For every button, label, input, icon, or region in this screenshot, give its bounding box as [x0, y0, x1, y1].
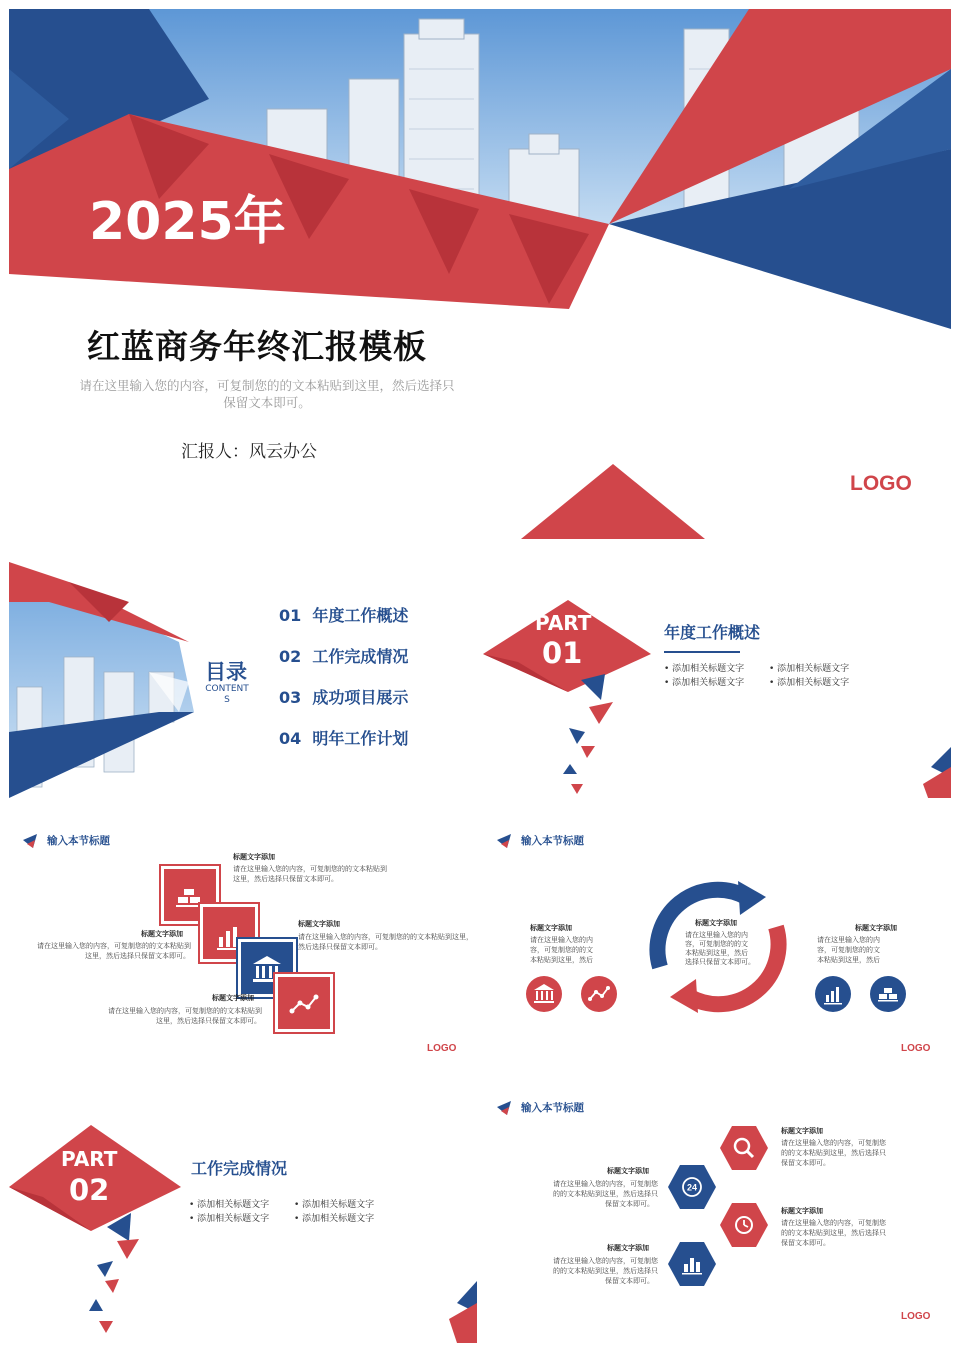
hex-title-3: 标题文字添加 — [781, 1207, 823, 1215]
part1-label: PART — [535, 611, 592, 635]
block-title-1: 标题文字添加 — [233, 853, 275, 861]
section-title: 输入本节标题 — [521, 835, 584, 847]
part2-bullet-3: • 添加相关标题文字 — [294, 1200, 375, 1210]
hex-body-3b: 的的文本粘贴到这里，然后选择只 — [781, 1229, 886, 1237]
part2-bullet-1: • 添加相关标题文字 — [189, 1200, 270, 1210]
cover-title: 红蓝商务年终汇报模板 — [87, 327, 427, 366]
cover-logo: LOGO — [850, 472, 912, 495]
block-body-3a: 请在这里输入您的内容，可复制您的的文本粘贴到这里， — [298, 933, 473, 941]
section-title-icon — [497, 1097, 517, 1117]
cover-subtitle-line2: 保留文本即可。 — [223, 395, 311, 410]
section-title: 输入本节标题 — [47, 835, 110, 847]
hex-body-3a: 请在这里输入您的内容，可复制您 — [781, 1219, 886, 1227]
cover-subtitle-line1: 请在这里输入您的内容，可复制您的的文本粘贴到这里，然后选择只 — [79, 378, 455, 393]
cycle-left-line3: 本粘贴到这里，然后 — [530, 956, 593, 964]
part2-title: 工作完成情况 — [191, 1159, 288, 1178]
section-title-icon — [497, 830, 517, 850]
cycle-right-line3: 本粘贴到这里，然后 — [817, 956, 880, 964]
block-title-3: 标题文字添加 — [298, 920, 340, 928]
cycle-slide — [483, 822, 951, 1058]
part1-underline — [664, 651, 740, 653]
part2-slide — [9, 1081, 477, 1343]
cycle-center-title: 标题文字添加 — [695, 919, 737, 927]
toc-item-2[interactable]: 02 工作完成情况 — [279, 647, 409, 666]
part1-slide — [483, 562, 951, 798]
block-body-2a: 请在这里输入您的内容，可复制您的的文本粘贴到 — [37, 942, 191, 950]
hex-title-4: 标题文字添加 — [607, 1244, 649, 1252]
cycle-right-line1: 请在这里输入您的内 — [817, 936, 880, 944]
cycle-center-line1: 请在这里输入您的内 — [685, 931, 748, 939]
hex-body-1c: 保留文本即可。 — [781, 1159, 830, 1167]
slide-logo-3: LOGO — [427, 1043, 457, 1054]
squares-slide — [9, 822, 477, 1058]
block-body-2b: 这里，然后选择只保留文本即可。 — [85, 952, 190, 960]
trend-line-icon — [278, 977, 330, 1029]
block-title-4: 标题文字添加 — [212, 994, 254, 1002]
hexagon-bar-chart — [668, 1242, 716, 1286]
cycle-left-line1: 请在这里输入您的内 — [530, 936, 593, 944]
toc-subtitle-line1: CONTENT — [205, 684, 249, 694]
hex-body-4a: 请在这里输入您的内容，可复制您 — [553, 1257, 658, 1265]
hex-body-1a: 请在这里输入您的内容，可复制您 — [781, 1139, 886, 1147]
cycle-right-line2: 容，可复制您的的文 — [817, 946, 880, 954]
hexagon-search — [720, 1126, 768, 1170]
part1-title: 年度工作概述 — [664, 623, 761, 642]
hexagon-clock — [720, 1203, 768, 1247]
bar-chart-icon — [814, 975, 852, 1013]
hex-body-4c: 保留文本即可。 — [605, 1277, 654, 1285]
block-body-1b: 这里，然后选择只保留文本即可。 — [233, 875, 338, 883]
part1-number: 01 — [542, 636, 583, 670]
hex-body-2b: 的的文本粘贴到这里，然后选择只 — [553, 1190, 658, 1198]
cycle-left-title: 标题文字添加 — [530, 924, 572, 932]
cover-year: 2025年 — [89, 192, 286, 252]
trend-line-icon — [580, 975, 618, 1013]
part2-bullet-2: • 添加相关标题文字 — [189, 1214, 270, 1224]
part2-bullet-4: • 添加相关标题文字 — [294, 1214, 375, 1224]
toc-item-1[interactable]: 01 年度工作概述 — [279, 606, 409, 625]
toc-title: 目录 — [205, 660, 247, 684]
cover-slide — [9, 9, 951, 539]
cycle-center-line3: 本粘贴到这里，然后 — [685, 949, 748, 957]
slide-logo-4: LOGO — [901, 1043, 931, 1054]
toc-subtitle-line2: S — [224, 695, 230, 705]
part1-bullet-1: • 添加相关标题文字 — [664, 664, 745, 674]
toc-item-3[interactable]: 03 成功项目展示 — [279, 688, 409, 707]
part2-label: PART — [61, 1147, 118, 1171]
cover-background-graphic — [9, 9, 951, 539]
hexagon-slide — [483, 1081, 951, 1343]
hex-title-1: 标题文字添加 — [781, 1127, 823, 1135]
part1-bullet-4: • 添加相关标题文字 — [769, 678, 850, 688]
part1-bullet-2: • 添加相关标题文字 — [664, 678, 745, 688]
block-body-1a: 请在这里输入您的内容，可复制您的的文本粘贴到 — [233, 865, 387, 873]
24-hours-icon: 24 — [686, 1182, 698, 1193]
toc-slide — [9, 562, 477, 798]
hex-body-2c: 保留文本即可。 — [605, 1200, 654, 1208]
part2-number: 02 — [69, 1173, 110, 1207]
hex-body-1b: 的的文本粘贴到这里，然后选择只 — [781, 1149, 886, 1157]
cycle-center-line4: 选择只保留文本即可。 — [685, 958, 755, 966]
section-title: 输入本节标题 — [521, 1102, 584, 1114]
hex-body-2a: 请在这里输入您的内容，可复制您 — [553, 1180, 658, 1188]
block-title-2: 标题文字添加 — [141, 930, 183, 938]
part1-bullet-3: • 添加相关标题文字 — [769, 664, 850, 674]
gold-bars-icon — [869, 975, 907, 1013]
hexagon-24h — [668, 1165, 716, 1209]
bank-icon — [525, 975, 563, 1013]
hex-body-4b: 的的文本粘贴到这里，然后选择只 — [553, 1267, 658, 1275]
cover-reporter: 汇报人：风云办公 — [181, 442, 317, 462]
hex-title-2: 标题文字添加 — [607, 1167, 649, 1175]
section-title-icon — [23, 830, 43, 850]
block-body-4a: 请在这里输入您的内容，可复制您的的文本粘贴到 — [108, 1007, 262, 1015]
cycle-right-title: 标题文字添加 — [855, 924, 897, 932]
slide-logo-6: LOGO — [901, 1311, 931, 1322]
hex-body-3c: 保留文本即可。 — [781, 1239, 830, 1247]
cycle-left-line2: 容，可复制您的的文 — [530, 946, 593, 954]
block-body-4b: 这里，然后选择只保留文本即可。 — [156, 1017, 261, 1025]
tile-trend — [275, 974, 333, 1032]
block-body-3b: 然后选择只保留文本即可。 — [298, 943, 382, 951]
cycle-center-line2: 容，可复制您的的文 — [685, 940, 748, 948]
toc-item-4[interactable]: 04 明年工作计划 — [279, 729, 409, 748]
